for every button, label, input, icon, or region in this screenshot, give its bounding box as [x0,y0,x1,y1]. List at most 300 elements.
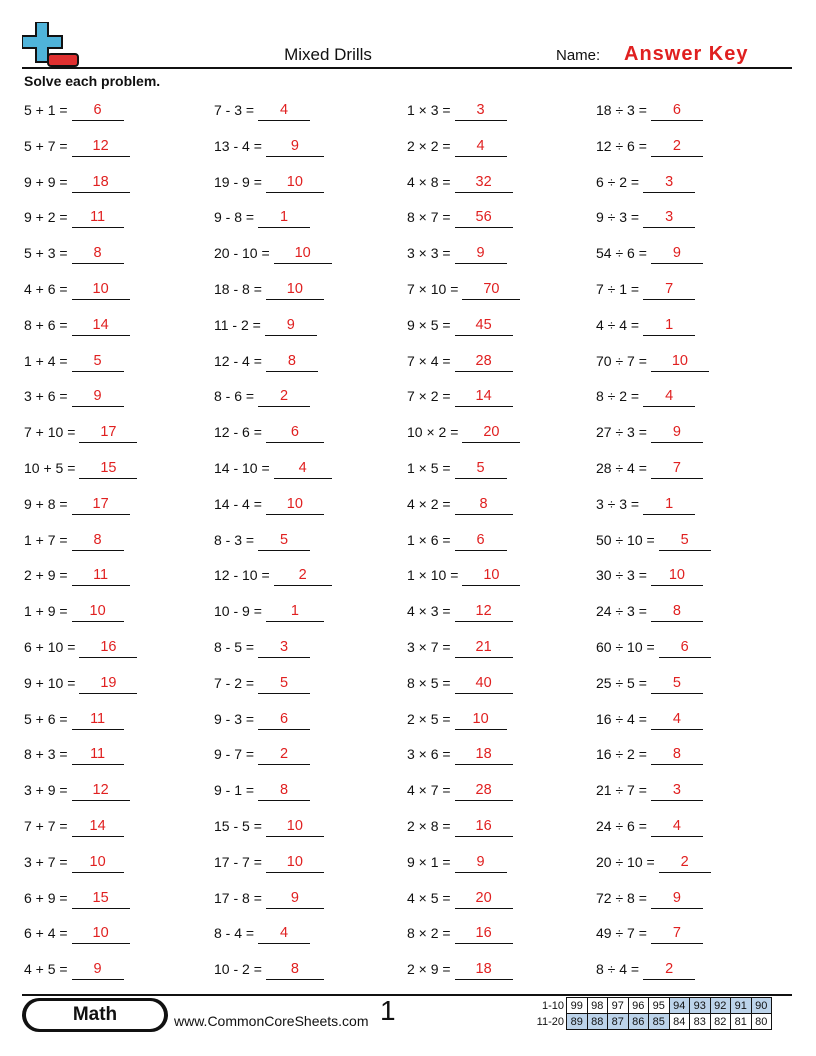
problem-question: 7 × 2 = [407,388,451,405]
answer-blank[interactable]: 9 [265,317,317,336]
problem-question: 8 - 3 = [214,531,255,548]
score-cell: 83 [690,1014,711,1030]
answer-blank[interactable]: 5 [651,675,703,694]
answer-blank[interactable]: 10 [266,281,324,300]
score-cell: 89 [567,1014,588,1030]
score-cell: 95 [649,998,670,1014]
answer-blank[interactable]: 18 [455,746,513,765]
problem-question: 5 + 3 = [24,245,68,262]
answer-blank[interactable]: 6 [266,424,324,443]
problem-row [407,311,597,347]
answer-blank[interactable]: 17 [79,424,137,443]
problem-question: 3 + 9 = [24,782,68,799]
answer-blank[interactable]: 9 [266,890,324,909]
problem-question: 8 × 5 = [407,674,451,691]
problem-question: 21 ÷ 7 = [596,782,647,799]
problem-question: 24 ÷ 3 = [596,603,647,620]
problem-row [214,919,404,955]
problem-row [407,812,597,848]
problem-question: 20 ÷ 10 = [596,853,655,870]
problem-question: 7 + 7 = [24,817,68,834]
problem-column-subtraction [214,96,404,991]
problem-row [24,239,214,275]
answer-blank[interactable]: 2 [274,567,332,586]
problem-row [407,776,597,812]
score-cell: 93 [690,998,711,1014]
problem-row [596,633,786,669]
score-cell: 90 [751,998,772,1014]
problem-row [596,919,786,955]
answer-blank[interactable]: 12 [72,782,130,801]
answer-blank[interactable]: 10 [266,818,324,837]
answer-blank[interactable]: 70 [462,281,520,300]
answer-blank[interactable]: 9 [455,245,507,264]
name-label: Name: [556,47,601,64]
problem-row [24,168,214,204]
answer-blank[interactable]: 5 [258,675,310,694]
worksheet-title: Mixed Drills [284,45,372,64]
problem-question: 16 ÷ 4 = [596,710,647,727]
problem-question: 7 × 10 = [407,280,459,297]
problem-question: 9 + 2 = [24,209,68,226]
problem-row [596,884,786,920]
answer-blank[interactable]: 16 [79,639,137,658]
answer-blank[interactable]: 4 [643,388,695,407]
problem-question: 60 ÷ 10 = [596,638,655,655]
problem-question: 18 ÷ 3 = [596,102,647,118]
problem-question: 4 × 3 = [407,603,451,620]
score-cell: 85 [649,1014,670,1030]
problem-row [214,705,404,741]
answer-blank[interactable]: 32 [455,174,513,193]
problem-row [214,275,404,311]
answer-blank[interactable]: 12 [72,138,130,157]
problem-question: 14 - 4 = [214,495,262,512]
problem-question: 25 ÷ 5 = [596,674,647,691]
problem-row [407,96,597,132]
answer-blank[interactable]: 6 [659,639,711,658]
answer-blank[interactable]: 10 [72,854,124,873]
answer-blank[interactable]: 1 [266,603,324,622]
score-cell: 99 [567,998,588,1014]
problem-question: 30 ÷ 3 = [596,567,647,584]
problem-row [24,669,214,705]
problem-question: 9 - 8 = [214,209,255,226]
footer-rule [22,994,792,996]
answer-blank[interactable]: 11 [72,567,130,586]
problem-question: 20 - 10 = [214,245,270,262]
problem-question: 9 + 8 = [24,495,68,512]
problem-column-division [596,96,786,991]
problem-row [407,132,597,168]
answer-blank[interactable]: 6 [651,102,703,121]
answer-blank[interactable]: 8 [72,532,124,551]
problem-question: 7 + 10 = [24,424,76,441]
problem-row [596,382,786,418]
problem-row [214,812,404,848]
answer-blank[interactable]: 9 [651,890,703,909]
answer-blank[interactable]: 45 [455,317,513,336]
problem-question: 4 + 6 = [24,280,68,297]
problem-row [407,669,597,705]
answer-blank[interactable]: 16 [455,925,513,944]
problem-row [214,203,404,239]
answer-blank[interactable]: 8 [72,245,124,264]
answer-blank[interactable]: 40 [455,675,513,694]
problem-row [407,955,597,991]
problem-row [407,168,597,204]
problem-question: 9 × 1 = [407,853,451,870]
score-range-label: 11-20 [536,1015,564,1028]
problem-question: 5 + 7 = [24,137,68,154]
answer-blank[interactable]: 28 [455,353,513,372]
problem-row [214,561,404,597]
problem-row [214,96,404,132]
answer-blank[interactable]: 9 [455,854,507,873]
problem-row [24,633,214,669]
problem-row [214,597,404,633]
problem-row [596,740,786,776]
answer-blank[interactable]: 6 [258,711,310,730]
problem-question: 70 ÷ 7 = [596,352,647,369]
problem-question: 4 + 5 = [24,961,68,978]
problem-question: 4 × 5 = [407,889,451,906]
answer-blank[interactable]: 1 [643,496,695,515]
problem-question: 9 ÷ 3 = [596,209,640,226]
problem-question: 3 × 7 = [407,638,451,655]
problem-row [596,490,786,526]
problem-row [407,561,597,597]
problem-question: 6 + 4 = [24,925,68,942]
problem-question: 9 - 7 = [214,746,255,763]
answer-blank[interactable]: 4 [651,818,703,837]
subject-badge: Math [26,1001,164,1029]
answer-blank[interactable]: 2 [651,138,703,157]
problem-row [407,347,597,383]
problem-question: 8 + 3 = [24,746,68,763]
problem-row [596,418,786,454]
answer-blank[interactable]: 10 [462,567,520,586]
problem-question: 4 × 8 = [407,173,451,190]
problem-row [596,96,786,132]
problem-question: 9 + 9 = [24,173,68,190]
problem-row [214,526,404,562]
problem-row [214,740,404,776]
score-range-label: 1-10 [541,999,564,1012]
problem-row [24,203,214,239]
problem-row [214,382,404,418]
problem-row [214,490,404,526]
problem-row [24,597,214,633]
problem-row [214,633,404,669]
answer-blank[interactable]: 6 [72,102,124,121]
problem-question: 15 - 5 = [214,817,262,834]
answer-blank[interactable]: 14 [455,388,513,407]
answer-blank[interactable]: 10 [651,353,709,372]
problem-row [24,955,214,991]
score-cell: 82 [710,1014,731,1030]
answer-blank[interactable]: 8 [651,603,703,622]
answer-blank[interactable]: 4 [258,102,310,121]
answer-blank[interactable]: 21 [455,639,513,658]
problem-row [24,275,214,311]
problem-row [407,382,597,418]
problem-row [596,275,786,311]
problem-question: 8 × 2 = [407,925,451,942]
problem-row [596,955,786,991]
problem-row [596,848,786,884]
problem-row [407,454,597,490]
score-cell: 98 [587,998,608,1014]
answer-blank[interactable]: 10 [72,925,130,944]
problem-question: 5 + 1 = [24,102,68,118]
answer-blank[interactable]: 15 [72,890,130,909]
problem-row [214,955,404,991]
problem-question: 12 - 6 = [214,424,262,441]
problem-row [24,848,214,884]
problem-question: 13 - 4 = [214,137,262,154]
answer-blank[interactable]: 28 [455,782,513,801]
problem-column-addition [24,96,214,991]
page-number: 1 [380,995,396,1026]
problem-question: 2 × 9 = [407,961,451,978]
score-cell: 92 [710,998,731,1014]
problem-question: 6 + 9 = [24,889,68,906]
problem-question: 7 - 2 = [214,674,255,691]
answer-blank[interactable]: 10 [274,245,332,264]
problem-row [407,490,597,526]
problem-row [596,203,786,239]
problem-question: 72 ÷ 8 = [596,889,647,906]
problem-row [596,168,786,204]
problem-question: 2 + 9 = [24,567,68,584]
answer-blank[interactable]: 8 [258,782,310,801]
answer-blank[interactable]: 17 [72,496,130,515]
problem-question: 50 ÷ 10 = [596,531,655,548]
problem-question: 12 - 4 = [214,352,262,369]
answer-blank[interactable]: 3 [643,174,695,193]
problem-row [407,705,597,741]
answer-blank[interactable]: 5 [258,532,310,551]
problem-question: 49 ÷ 7 = [596,925,647,942]
problem-row [596,669,786,705]
problem-question: 8 + 6 = [24,316,68,333]
problem-row [24,705,214,741]
score-cell: 94 [669,998,690,1014]
answer-blank[interactable]: 11 [72,711,124,730]
score-cell: 87 [608,1014,629,1030]
answer-blank[interactable]: 10 [266,854,324,873]
problem-question: 10 - 9 = [214,603,262,620]
problem-row [596,132,786,168]
problem-row [214,168,404,204]
problem-column-multiplication [407,96,597,991]
problem-question: 2 × 5 = [407,710,451,727]
problem-question: 17 - 7 = [214,853,262,870]
answer-blank[interactable]: 18 [455,961,513,980]
problem-row [596,239,786,275]
score-cell: 91 [731,998,752,1014]
problem-row [214,418,404,454]
problem-question: 8 - 6 = [214,388,255,405]
problem-question: 7 × 4 = [407,352,451,369]
answer-blank[interactable]: 8 [266,961,324,980]
answer-blank[interactable]: 10 [455,711,507,730]
problem-question: 3 + 6 = [24,388,68,405]
problem-question: 1 × 5 = [407,459,451,476]
problem-question: 8 ÷ 2 = [596,388,640,405]
answer-blank[interactable]: 9 [651,245,703,264]
problem-question: 17 - 8 = [214,889,262,906]
problem-question: 12 ÷ 6 = [596,137,647,154]
answer-blank[interactable]: 10 [266,496,324,515]
answer-blank[interactable]: 3 [455,102,507,121]
answer-blank[interactable]: 3 [651,782,703,801]
answer-blank[interactable]: 3 [258,639,310,658]
answer-blank[interactable]: 14 [72,317,130,336]
problem-question: 28 ÷ 4 = [596,459,647,476]
problem-question: 9 × 5 = [407,316,451,333]
problem-row [214,669,404,705]
answer-blank[interactable]: 9 [72,961,124,980]
answer-blank[interactable]: 19 [79,675,137,694]
problem-row [214,311,404,347]
answer-blank[interactable]: 5 [455,460,507,479]
answer-blank[interactable]: 4 [455,138,507,157]
answer-blank[interactable]: 2 [258,746,310,765]
answer-blank[interactable]: 20 [455,890,513,909]
problem-question: 18 - 8 = [214,280,262,297]
plus-minus-logo-icon [22,22,80,68]
problem-question: 6 + 10 = [24,638,76,655]
website-text: www.CommonCoreSheets.com [174,1013,369,1029]
score-row [526,998,772,1014]
answer-blank[interactable]: 10 [651,567,703,586]
score-cell: 96 [628,998,649,1014]
problem-question: 1 + 7 = [24,531,68,548]
answer-blank[interactable]: 16 [455,818,513,837]
problem-row [407,239,597,275]
problem-question: 4 × 2 = [407,495,451,512]
answer-blank[interactable]: 5 [659,532,711,551]
problem-question: 9 - 3 = [214,710,255,727]
answer-blank[interactable]: 4 [274,460,332,479]
answer-blank[interactable]: 4 [651,711,703,730]
answer-blank[interactable]: 10 [72,281,130,300]
answer-blank[interactable]: 6 [455,532,507,551]
problem-question: 16 ÷ 2 = [596,746,647,763]
answer-blank[interactable]: 2 [258,388,310,407]
problem-question: 24 ÷ 6 = [596,817,647,834]
answer-blank[interactable]: 1 [643,317,695,336]
problem-question: 1 × 6 = [407,531,451,548]
problem-question: 7 - 3 = [214,102,255,118]
score-cell: 88 [587,1014,608,1030]
answer-blank[interactable]: 5 [72,353,124,372]
answer-blank[interactable]: 4 [258,925,310,944]
problem-question: 8 - 5 = [214,638,255,655]
problem-row [24,454,214,490]
answer-blank[interactable]: 2 [659,854,711,873]
answer-blank[interactable]: 8 [455,496,513,515]
answer-blank[interactable]: 10 [72,603,124,622]
problem-question: 11 - 2 = [214,316,261,333]
problem-question: 54 ÷ 6 = [596,245,647,262]
problem-row [407,740,597,776]
score-cell: 97 [608,998,629,1014]
problem-question: 1 × 10 = [407,567,459,584]
answer-blank[interactable]: 2 [643,961,695,980]
answer-blank[interactable]: 14 [72,818,124,837]
problem-row [214,454,404,490]
problem-row [596,705,786,741]
problem-question: 2 × 2 = [407,137,451,154]
problem-question: 1 × 3 = [407,102,451,118]
answer-blank[interactable]: 9 [72,388,124,407]
problem-row [407,633,597,669]
answer-blank[interactable]: 7 [651,925,703,944]
problem-row [24,776,214,812]
answer-blank[interactable]: 11 [72,746,124,765]
problem-row [596,776,786,812]
score-cell: 84 [669,1014,690,1030]
problem-question: 8 ÷ 4 = [596,961,640,978]
problem-question: 10 × 2 = [407,424,459,441]
problem-row [596,526,786,562]
problem-row [24,812,214,848]
answer-blank[interactable]: 12 [455,603,513,622]
answer-blank[interactable]: 10 [266,174,324,193]
answer-blank[interactable]: 11 [72,209,124,228]
answer-blank[interactable]: 8 [266,353,318,372]
problem-row [24,561,214,597]
answer-blank[interactable]: 1 [258,209,310,228]
problem-row [214,239,404,275]
problem-question: 2 × 8 = [407,817,451,834]
answer-blank[interactable]: 56 [455,209,513,228]
answer-blank[interactable]: 7 [651,460,703,479]
problem-question: 19 - 9 = [214,173,262,190]
problem-question: 8 × 7 = [407,209,451,226]
problem-row [24,526,214,562]
problem-row [596,347,786,383]
answer-blank[interactable]: 15 [79,460,137,479]
problem-row [407,203,597,239]
problem-row [214,347,404,383]
problem-row [596,561,786,597]
answer-blank[interactable]: 18 [72,174,130,193]
answer-blank[interactable]: 8 [651,746,703,765]
problem-row [407,275,597,311]
problem-question: 27 ÷ 3 = [596,424,647,441]
problem-question: 4 ÷ 4 = [596,316,640,333]
answer-blank[interactable]: 9 [266,138,324,157]
problem-question: 8 - 4 = [214,925,255,942]
problem-row [407,848,597,884]
score-cell: 86 [628,1014,649,1030]
answer-blank[interactable]: 7 [643,281,695,300]
problem-row [214,848,404,884]
problem-question: 14 - 10 = [214,459,270,476]
answer-blank[interactable]: 9 [651,424,703,443]
answer-blank[interactable]: 3 [643,209,695,228]
answer-blank[interactable]: 20 [462,424,520,443]
problem-question: 3 × 6 = [407,746,451,763]
problem-question: 9 + 10 = [24,674,76,691]
problem-row [407,884,597,920]
problem-row [596,812,786,848]
score-row [526,1014,772,1030]
